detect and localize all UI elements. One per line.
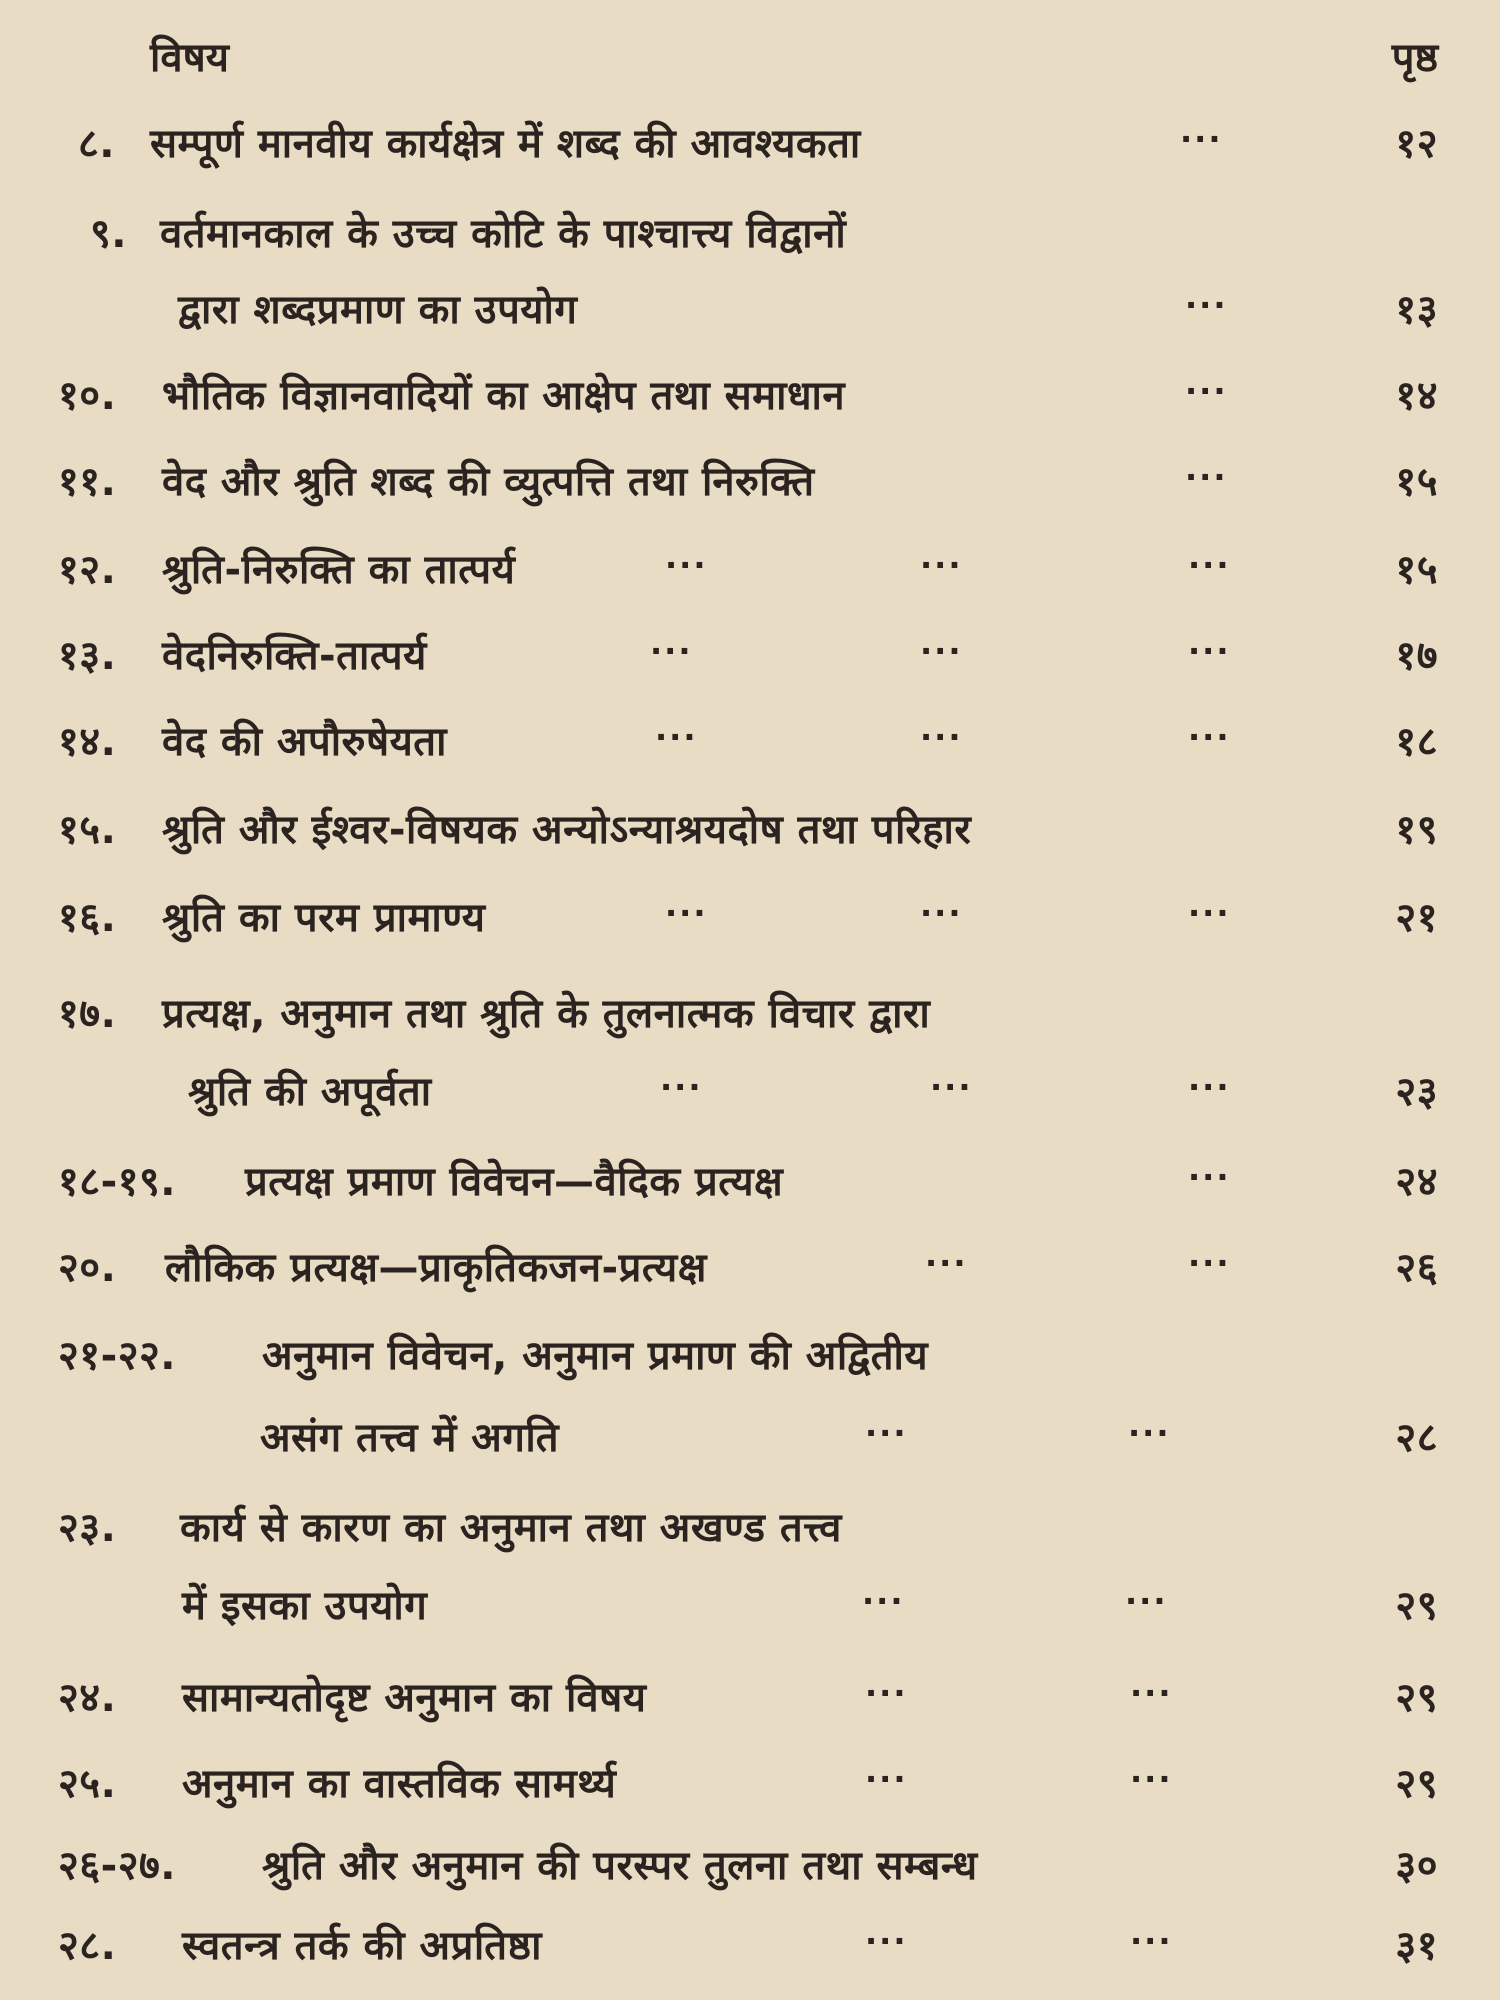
entry-page: १९ bbox=[1395, 807, 1438, 853]
entry-number: १६. bbox=[58, 895, 117, 941]
entry-title: सम्पूर्ण मानवीय कार्यक्षेत्र में शब्द की आवश्यकता bbox=[150, 121, 861, 167]
entry-number: २६-२७. bbox=[58, 1843, 176, 1889]
toc-entry-18-19 bbox=[0, 1148, 1500, 1208]
entry-number: ९. bbox=[90, 211, 127, 257]
leader-dots: ··· bbox=[650, 632, 693, 670]
leader-dots: ··· bbox=[1130, 1674, 1173, 1712]
entry-page: २९ bbox=[1395, 1675, 1438, 1721]
entry-title: सामान्यतोदृष्ट अनुमान का विषय bbox=[182, 1675, 647, 1721]
leader-dots: ··· bbox=[1188, 632, 1231, 670]
toc-entry-26-27 bbox=[0, 1832, 1500, 1892]
toc-entry-11 bbox=[0, 448, 1500, 508]
toc-entry-15 bbox=[0, 796, 1500, 856]
entry-title: कार्य से कारण का अनुमान तथा अखण्ड तत्त्व bbox=[180, 1505, 842, 1551]
leader-dots: ··· bbox=[1185, 372, 1228, 410]
entry-title: अनुमान का वास्तविक सामर्थ्य bbox=[182, 1761, 617, 1807]
entry-number: ११. bbox=[58, 459, 117, 505]
entry-number: २४. bbox=[58, 1675, 117, 1721]
toc-entry-21-22 bbox=[0, 1322, 1500, 1382]
toc-entry-23 bbox=[0, 1494, 1500, 1554]
leader-dots: ··· bbox=[1130, 1922, 1173, 1960]
entry-title: प्रत्यक्ष, अनुमान तथा श्रुति के तुलनात्मक विचार द्वारा bbox=[162, 991, 931, 1037]
entry-number: १३. bbox=[58, 633, 117, 679]
entry-page: १५ bbox=[1395, 459, 1438, 505]
entry-page: १३ bbox=[1395, 287, 1438, 333]
leader-dots: ··· bbox=[920, 546, 963, 584]
toc-entry-16 bbox=[0, 884, 1500, 944]
leader-dots: ··· bbox=[1188, 1068, 1231, 1106]
entry-page: १८ bbox=[1395, 719, 1438, 765]
entry-page: १७ bbox=[1395, 633, 1438, 679]
leader-dots: ··· bbox=[1125, 1582, 1168, 1620]
entry-title: श्रुति और ईश्वर-विषयक अन्योऽन्याश्रयदोष तथा परिहार bbox=[162, 807, 972, 853]
entry-number: १२. bbox=[58, 547, 117, 593]
entry-title: श्रुति-निरुक्ति का तात्पर्य bbox=[162, 547, 516, 593]
entry-title: श्रुति और अनुमान की परस्पर तुलना तथा सम्बन्ध bbox=[262, 1843, 978, 1889]
entry-page: ३० bbox=[1395, 1843, 1438, 1889]
leader-dots: ··· bbox=[665, 894, 708, 932]
entry-title: अनुमान विवेचन, अनुमान प्रमाण की अद्वितीय bbox=[262, 1333, 929, 1379]
entry-title-cont: द्वारा शब्दप्रमाण का उपयोग bbox=[178, 287, 578, 333]
leader-dots: ··· bbox=[865, 1922, 908, 1960]
leader-dots: ··· bbox=[1188, 1158, 1231, 1196]
entry-title: वेद और श्रुति शब्द की व्युत्पत्ति तथा निरुक्ति bbox=[162, 459, 815, 505]
leader-dots: ··· bbox=[925, 1244, 968, 1282]
toc-entry-25 bbox=[0, 1750, 1500, 1810]
entry-number: ८. bbox=[78, 121, 115, 167]
toc-entry-21-22-cont bbox=[0, 1404, 1500, 1464]
leader-dots: ··· bbox=[1185, 458, 1228, 496]
toc-entry-8 bbox=[0, 110, 1500, 170]
leader-dots: ··· bbox=[1188, 718, 1231, 756]
entry-page: २६ bbox=[1395, 1245, 1438, 1291]
entry-page: १४ bbox=[1395, 373, 1438, 419]
toc-entry-20 bbox=[0, 1234, 1500, 1294]
entry-title: वर्तमानकाल के उच्च कोटि के पाश्चात्त्य विद्वानों bbox=[160, 211, 847, 257]
toc-entry-17-cont bbox=[0, 1058, 1500, 1118]
entry-title: वेदनिरुक्ति-तात्पर्य bbox=[162, 633, 427, 679]
entry-number: १५. bbox=[58, 807, 117, 853]
entry-page: २८ bbox=[1395, 1415, 1438, 1461]
entry-page: २३ bbox=[1395, 1069, 1438, 1115]
entry-title: श्रुति का परम प्रामाण्य bbox=[162, 895, 486, 941]
topic-header: विषय bbox=[150, 35, 229, 81]
entry-number: २०. bbox=[58, 1245, 117, 1291]
leader-dots: ··· bbox=[865, 1760, 908, 1798]
entry-title-cont: में इसका उपयोग bbox=[182, 1583, 428, 1629]
entry-number: २१-२२. bbox=[58, 1333, 176, 1379]
toc-entry-9-cont bbox=[0, 276, 1500, 336]
entry-page: ३१ bbox=[1395, 1923, 1438, 1969]
leader-dots: ··· bbox=[862, 1582, 905, 1620]
entry-title: प्रत्यक्ष प्रमाण विवेचन—वैदिक प्रत्यक्ष bbox=[245, 1159, 784, 1205]
entry-title: वेद की अपौरुषेयता bbox=[162, 719, 447, 765]
entry-title: स्वतन्त्र तर्क की अप्रतिष्ठा bbox=[182, 1923, 542, 1969]
entry-title-cont: असंग तत्त्व में अगति bbox=[260, 1415, 560, 1461]
leader-dots: ··· bbox=[1188, 894, 1231, 932]
leader-dots: ··· bbox=[1185, 286, 1228, 324]
leader-dots: ··· bbox=[865, 1674, 908, 1712]
leader-dots: ··· bbox=[1180, 120, 1223, 158]
toc-entry-13 bbox=[0, 622, 1500, 682]
leader-dots: ··· bbox=[930, 1068, 973, 1106]
entry-number: १७. bbox=[58, 991, 117, 1037]
entry-number: २८. bbox=[58, 1923, 117, 1969]
entry-page: २९ bbox=[1395, 1583, 1438, 1629]
leader-dots: ··· bbox=[920, 894, 963, 932]
leader-dots: ··· bbox=[660, 1068, 703, 1106]
entry-number: १४. bbox=[58, 719, 117, 765]
entry-title: भौतिक विज्ञानवादियों का आक्षेप तथा समाधान bbox=[162, 373, 846, 419]
toc-entry-10 bbox=[0, 362, 1500, 422]
entry-number: १८-१९. bbox=[58, 1159, 176, 1205]
toc-entry-24 bbox=[0, 1664, 1500, 1724]
entry-page: २४ bbox=[1395, 1159, 1438, 1205]
toc-entry-9 bbox=[0, 200, 1500, 260]
entry-number: २५. bbox=[58, 1761, 117, 1807]
leader-dots: ··· bbox=[1188, 546, 1231, 584]
entry-number: २३. bbox=[58, 1505, 117, 1551]
page-header: पृष्ठ bbox=[1391, 35, 1438, 81]
leader-dots: ··· bbox=[1130, 1760, 1173, 1798]
toc-entry-12 bbox=[0, 536, 1500, 596]
entry-page: १२ bbox=[1395, 121, 1438, 167]
leader-dots: ··· bbox=[655, 718, 698, 756]
leader-dots: ··· bbox=[920, 632, 963, 670]
toc-entry-14 bbox=[0, 708, 1500, 768]
leader-dots: ··· bbox=[1188, 1244, 1231, 1282]
entry-number: १०. bbox=[58, 373, 117, 419]
toc-entry-28 bbox=[0, 1912, 1500, 1972]
toc-entry-17 bbox=[0, 980, 1500, 1040]
toc-entry-23-cont bbox=[0, 1572, 1500, 1632]
leader-dots: ··· bbox=[865, 1414, 908, 1452]
entry-title-cont: श्रुति की अपूर्वता bbox=[188, 1069, 432, 1115]
entry-page: २९ bbox=[1395, 1761, 1438, 1807]
entry-title: लौकिक प्रत्यक्ष—प्राकृतिकजन-प्रत्यक्ष bbox=[165, 1245, 707, 1291]
leader-dots: ··· bbox=[1128, 1414, 1171, 1452]
entry-page: २१ bbox=[1395, 895, 1438, 941]
entry-page: १५ bbox=[1395, 547, 1438, 593]
leader-dots: ··· bbox=[665, 546, 708, 584]
leader-dots: ··· bbox=[920, 718, 963, 756]
